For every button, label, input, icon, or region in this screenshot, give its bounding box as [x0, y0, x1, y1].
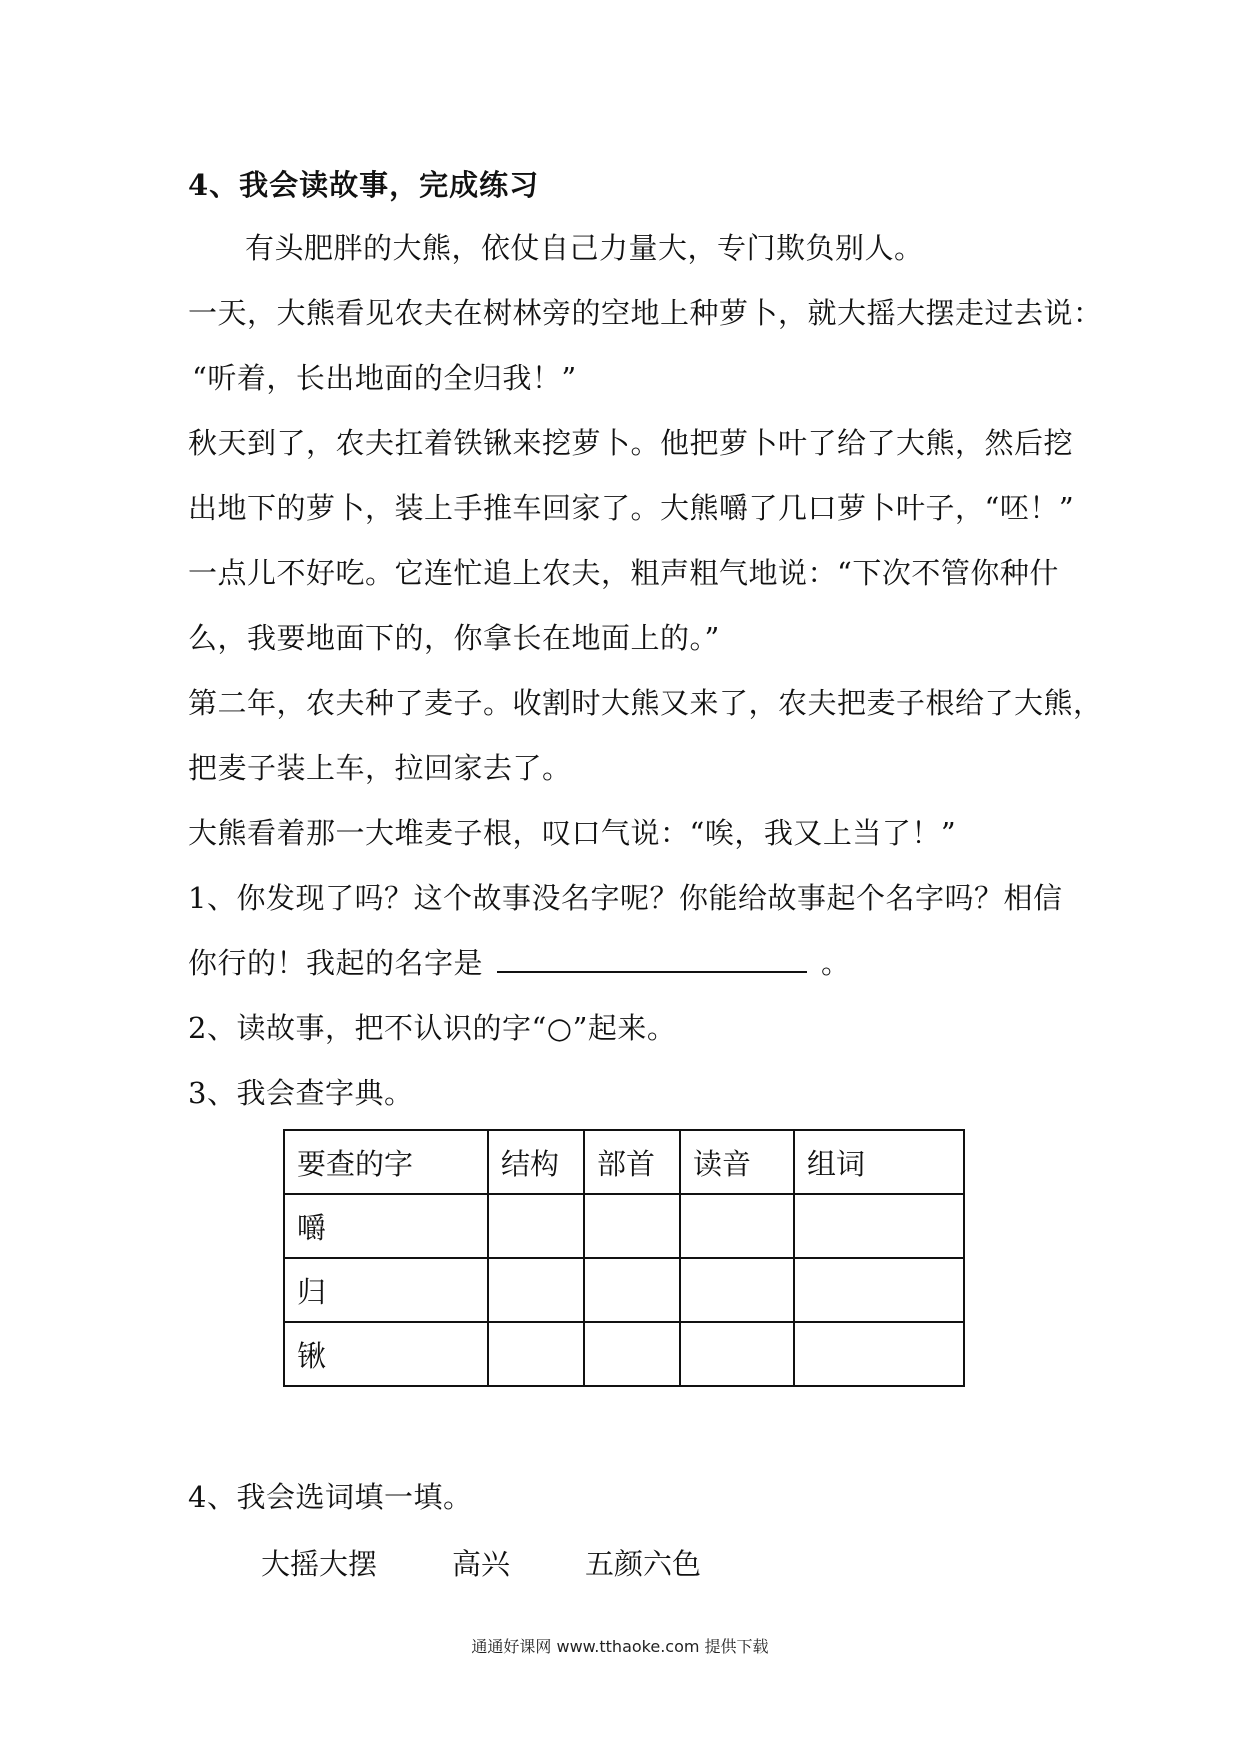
table-row — [284, 1258, 964, 1322]
table-cell-blank[interactable] — [794, 1194, 964, 1258]
table-cell-blank[interactable] — [680, 1258, 794, 1322]
table-row — [284, 1322, 964, 1386]
story-paragraph-3-line-1: 秋天到了，农夫扛着铁锹来挖萝卜。他把萝卜叶了给了大熊，然后挖 — [188, 426, 1074, 460]
table-cell-blank[interactable] — [584, 1258, 680, 1322]
question-4-label: 4、我会选词填一填。 — [188, 1480, 473, 1514]
table-cell-blank[interactable] — [584, 1322, 680, 1386]
table-cell-blank[interactable] — [584, 1194, 680, 1258]
story-paragraph-4-line-1: 第二年，农夫种了麦子。收割时大熊又来了，农夫把麦子根给了大熊， — [188, 686, 1103, 720]
footer-source: 通通好课网 www.tthaoke.com 提供下载 — [471, 1637, 769, 1656]
question-1-suffix: 。 — [821, 946, 851, 980]
story-paragraph-2-line-2: “听着，长出地面的全归我！” — [192, 361, 577, 395]
story-paragraph-2-line-1: 一天，大熊看见农夫在树林旁的空地上种萝卜，就大摇大摆走过去说： — [188, 296, 1103, 330]
table-row — [284, 1194, 964, 1258]
table-header-cell: 结构 — [488, 1130, 584, 1194]
table-header-cell: 组词 — [794, 1130, 964, 1194]
table-cell-character: 归 — [284, 1258, 488, 1322]
story-paragraph-4-line-2: 把麦子装上车，拉回家去了。 — [188, 751, 572, 785]
table-cell-blank[interactable] — [680, 1322, 794, 1386]
dictionary-table — [283, 1129, 965, 1387]
table-cell-character: 嚼 — [284, 1194, 488, 1258]
story-paragraph-1: 有头肥胖的大熊，依仗自己力量大，专门欺负别人。 — [245, 231, 924, 265]
table-header-cell: 要查的字 — [284, 1130, 488, 1194]
story-paragraph-3-line-3: 一点儿不好吃。它连忙追上农夫，粗声粗气地说：“下次不管你种什 — [188, 556, 1059, 590]
table-cell-character: 锹 — [284, 1322, 488, 1386]
story-paragraph-3-line-4: 么，我要地面下的，你拿长在地面上的。” — [188, 621, 720, 655]
table-header-cell: 读音 — [680, 1130, 794, 1194]
question-3-label: 3、我会查字典。 — [188, 1076, 414, 1110]
question-2: 2、读故事，把不认识的字“○”起来。 — [188, 1011, 677, 1045]
table-cell-blank[interactable] — [680, 1194, 794, 1258]
section-heading: 4、我会读故事，完成练习 — [188, 168, 540, 202]
question-1-prefix: 你行的！我起的名字是 — [188, 946, 484, 980]
table-header-row — [284, 1130, 964, 1194]
table-cell-blank[interactable] — [794, 1258, 964, 1322]
story-paragraph-5: 大熊看着那一大堆麦子根，叹口气说：“唉，我又上当了！” — [188, 816, 957, 850]
word-choice: 大摇大摆 — [261, 1547, 378, 1581]
table-header-cell: 部首 — [584, 1130, 680, 1194]
table-cell-blank[interactable] — [488, 1258, 584, 1322]
table-cell-blank[interactable] — [488, 1194, 584, 1258]
question-1-line-1: 1、你发现了吗？这个故事没名字呢？你能给故事起个名字吗？相信 — [188, 881, 1063, 915]
table-cell-blank[interactable] — [488, 1322, 584, 1386]
story-name-blank[interactable] — [497, 943, 807, 973]
word-choice: 高兴 — [452, 1547, 511, 1581]
word-choice: 五颜六色 — [585, 1547, 702, 1581]
story-paragraph-3-line-2: 出地下的萝卜，装上手推车回家了。大熊嚼了几口萝卜叶子，“呸！” — [188, 491, 1075, 525]
table-cell-blank[interactable] — [794, 1322, 964, 1386]
question-1-line-2 — [188, 943, 851, 983]
